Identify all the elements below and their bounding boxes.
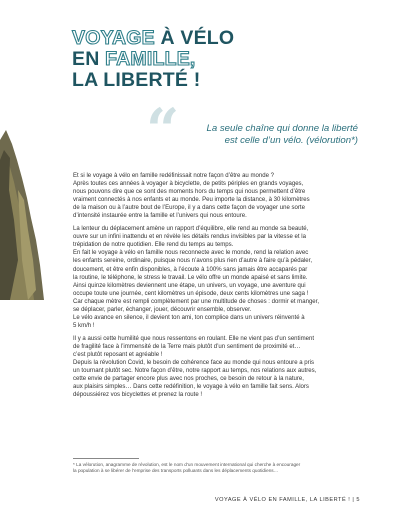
footnote-line-2: la population à se libérer de l’emprise des transports polluants dans les déplacements quotidiens… [73, 468, 279, 474]
paragraph-line: La lenteur du déplacement amène un rapport d’équilibre, elle rend au monde sa beauté, [73, 226, 309, 233]
paragraph [73, 335, 363, 399]
pull-quote [170, 123, 358, 147]
page-footer [210, 497, 360, 503]
footer-separator: | [352, 497, 355, 503]
paragraph-line: cette envie de partager encore plus avec nos proches, ce besoin de retour à la nature, [73, 376, 304, 383]
paragraph-line: de la maison ou à l’autre bout de l’Europe, il y a dans cette façon de voyager une sorte [73, 205, 305, 212]
quote-mark-icon: “ [146, 96, 180, 164]
body-text [73, 172, 363, 404]
title-word-famille: FAMILLE, [105, 48, 196, 70]
title-line-1 [72, 28, 372, 49]
quote-line-1: La seule chaîne qui donne la liberté [206, 123, 358, 134]
paragraph-line: c’est plutôt reposant et agréable ! [73, 351, 163, 358]
paragraph-line: un tournant plutôt sec. Notre façon d’être, notre rapport au temps, nos relations aux autres, [73, 368, 317, 375]
paragraph-line: Le vélo avance en silence, il devient ton ami, ton complice dans un univers réinventé à [73, 314, 305, 321]
paragraph [73, 172, 363, 220]
title-en: EN [72, 48, 106, 70]
paragraph-line: la routine, le téléphone, le stress le travail. Le vélo offre un monde apaisé et sans limite. [73, 274, 308, 281]
paragraph-line: ouvre sur un infini inattendu et en révèle les détails rendus invisibles par la vitesse et la [73, 234, 306, 241]
paragraph-line: Et si le voyage à vélo en famille redéfinissait notre façon d’être au monde ? [73, 173, 275, 179]
footnote [73, 462, 363, 474]
tree-photo-fragment [0, 130, 44, 300]
quote-line-2: est celle d’un vélo. (vélorution*) [224, 135, 358, 146]
title-word-voyage: VOYAGE [72, 27, 155, 49]
paragraph-line: 5 km/h ! [73, 322, 95, 329]
paragraph-line: Ainsi quinze kilomètres deviennent une étape, un univers, un voyage, une aventure qui [73, 282, 306, 289]
paragraph-line: trépidation de notre quotidien. Elle rend du temps au temps. [73, 242, 234, 249]
paragraph-line: Car chaque mètre est rempli complètement par une multitude de choses : dormir et manger, [73, 298, 320, 305]
paragraph-line: de fragilité face à l’immensité de la Terre mais plutôt d’un sentiment de proximité et… [73, 343, 301, 350]
footnote-divider [73, 458, 139, 459]
title-a-velo: À VÉLO [154, 27, 235, 49]
paragraph-line: les enfants sereine, ordinaire, puisque nous n’avons plus rien d’autre à faire qu’à pédaler, [73, 258, 313, 265]
paragraph-line: Depuis la révolution Covid, le besoin de cohérence face au monde qui nous entoure a pris [73, 360, 315, 367]
chapter-title [72, 28, 372, 91]
paragraph-line: Après toutes ces années à voyager à bicyclette, de petits périples en grands voyages, [73, 181, 304, 188]
page-number: 5 [356, 497, 360, 503]
title-line-2 [72, 49, 372, 70]
paragraph-line: Il y a aussi cette humilité que nous ressentons en roulant. Elle ne vient pas d’un sentiment [73, 335, 315, 342]
paragraph-line: se déplacer, parler, échanger, jouer, découvrir ensemble, observer. [73, 306, 252, 313]
paragraph-line: nous pouvons dire que ce sont des moments hors du temps qui nous permettent d’être [73, 189, 306, 196]
footnote-line-1: * La vélorution, anagramme de révolution, est le nom d’un mouvement international qui cherche à encourager [73, 462, 301, 467]
paragraph-line: d’intensité instaurée entre la famille et l’univers qui nous entoure. [73, 213, 247, 220]
paragraph-line: vraiment connectés à nos enfants et au monde. Peu importe la distance, à 30 kilomètres [73, 197, 310, 204]
paragraph-line: En fait le voyage à vélo en famille nous reconnecte avec le monde, rend la relation avec [73, 250, 309, 257]
paragraph-line: dépoussiérez vos bicyclettes et prenez la route ! [73, 392, 203, 399]
paragraph-line: doucement, et être enfin disponibles, à l’écoute à 100% sans jamais être accaparés par [73, 266, 308, 273]
paragraph-line: occupe toute une journée, cent kilomètres un épisode, deux cents kilomètres une saga ! [73, 290, 309, 297]
paragraph [73, 225, 363, 330]
title-line-3: LA LIBERTÉ ! [72, 69, 201, 91]
paragraph-line: aux plaisirs simples… Dans cette redéfinition, le voyage à vélo en famille fait sens. Alors [73, 384, 309, 391]
running-title: VOYAGE À VÉLO EN FAMILLE, LA LIBERTÉ ! [214, 497, 351, 503]
